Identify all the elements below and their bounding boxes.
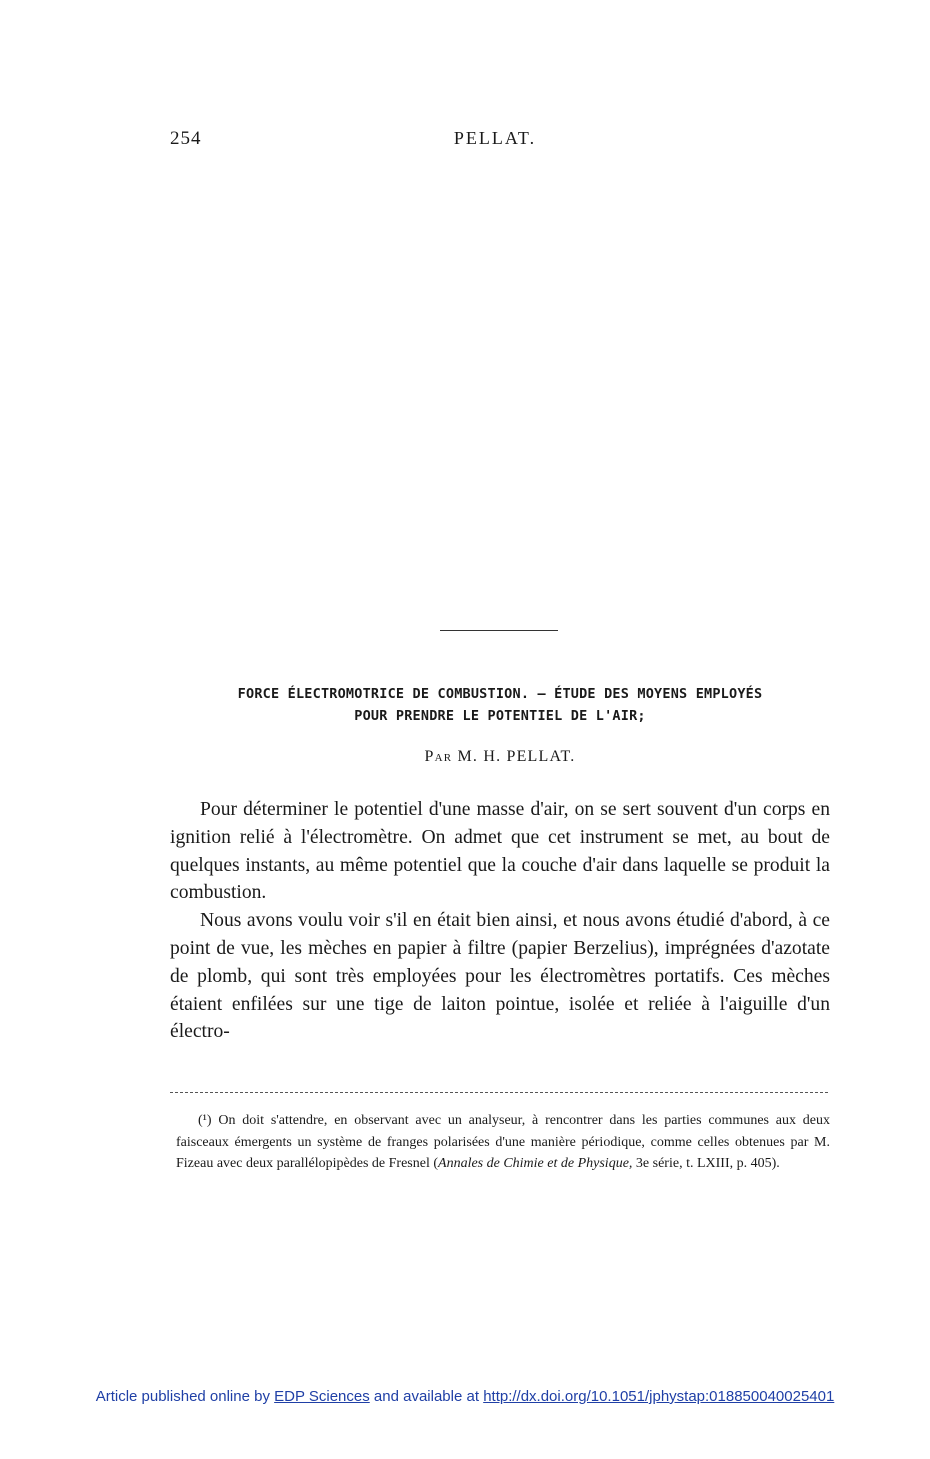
footer-middle: and available at: [373, 1388, 480, 1405]
section-separator: [440, 630, 558, 631]
paragraph-2: Nous avons voulu voir s'il en était bien ainsi, et nous avons étudié d'abord, à ce point de vue, les mèches en papier à filtre (papier Berzelius), imprégnées d'azotate de plomb, qui sont très employées pour les électromètres portatifs. Ces mèches étaient enfilées sur une tige de laiton pointue, isolée et reliée à l'aiguille d'un électro-: [170, 910, 830, 1043]
article-title-line-2: POUR PRENDRE LE POTENTIEL DE L'AIR;: [354, 708, 646, 724]
page-number: 254: [170, 128, 202, 149]
footnote-text-end: 3e série, t. LXIII, p. 405).: [632, 1156, 780, 1171]
byline-prefix: Par: [424, 748, 453, 765]
doi-link[interactable]: http://dx.doi.org/10.1051/jphystap:018850040025401: [483, 1388, 835, 1405]
article-body: [170, 796, 830, 1046]
paragraph-1: Pour déterminer le potentiel d'une masse d'air, on se sert souvent d'un corps en ignition relié à l'électromètre. On admet que cet instrument se met, au bout de quelques instants, au même potentiel que la couche d'air dans laquelle se produit la combustion.: [170, 799, 830, 904]
byline: [170, 748, 830, 766]
article-title-line-1: FORCE ÉLECTROMOTRICE DE COMBUSTION. — ÉTUDE DES MOYENS EMPLOYÉS: [237, 686, 763, 702]
footnote-marker: (¹): [198, 1113, 212, 1128]
footnote-citation-italic: Annales de Chimie et de Physique,: [438, 1156, 633, 1171]
footnote-rule: [170, 1092, 828, 1093]
doi-footer: [0, 1388, 930, 1405]
footnote: [176, 1110, 830, 1175]
footer-prefix: Article published online by: [95, 1388, 270, 1405]
footnote-text: On doit s'attendre, en observant avec un analyseur, à rencontrer dans les parties communes aux deux faisceaux émergents un système de franges polarisées d'une manière périodique, comme celles obtenues par M. Fizeau avec deux parallélopipèdes de Fresnel (: [176, 1113, 831, 1171]
running-head: PELLAT.: [453, 128, 537, 148]
publisher-link[interactable]: EDP Sciences: [274, 1388, 370, 1405]
byline-author: M. H. PELLAT.: [457, 748, 576, 765]
article-title: [170, 683, 830, 727]
